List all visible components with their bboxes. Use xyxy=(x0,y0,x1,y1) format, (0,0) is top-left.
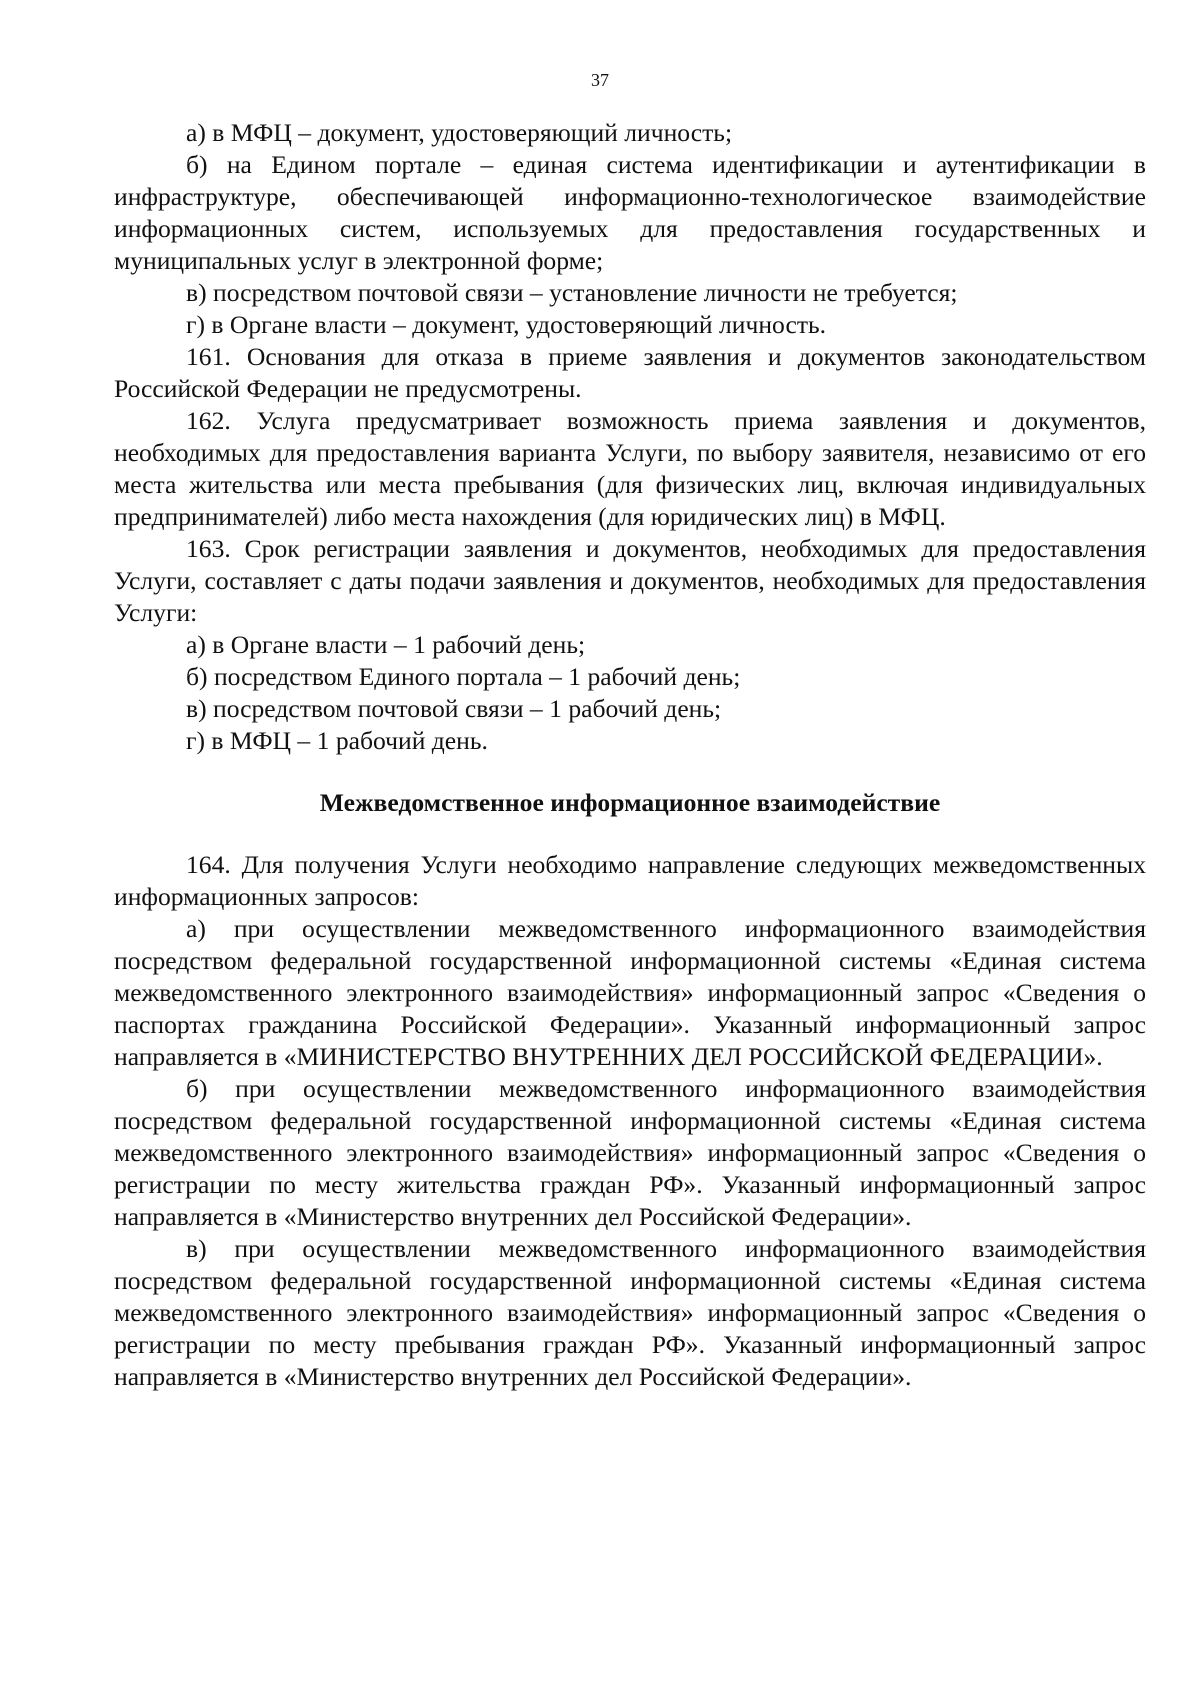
paragraph-deadline-portal: б) посредством Единого портала – 1 рабочий день; xyxy=(186,662,741,691)
paragraph-identity-post: в) посредством почтовой связи – установление личности не требуется; xyxy=(186,278,958,307)
paragraph-deadline-mfc: г) в МФЦ – 1 рабочий день. xyxy=(186,726,488,755)
paragraph-request-residence: б) при осуществлении межведомственного информационного взаимодействия посредством федеральной государственной информационной системы «Единая система межведомственного электронного взаимодействия» информационный запрос «Сведения о регистрации по месту жительства граждан РФ». Указанный информационный запрос направляется в «Министерство внутренних дел Российской Федерации». xyxy=(114,1074,1146,1231)
paragraph-deadline-post: в) посредством почтовой связи – 1 рабочий день; xyxy=(186,694,722,723)
document-body xyxy=(114,117,1146,1393)
page-number: 37 xyxy=(591,70,609,90)
paragraph-request-stay: в) при осуществлении межведомственного информационного взаимодействия посредством федеральной государственной информационной системы «Единая система межведомственного электронного взаимодействия» информационный запрос «Сведения о регистрации по месту пребывания граждан РФ». Указанный информационный запрос направляется в «Министерство внутренних дел Российской Федерации». xyxy=(114,1234,1146,1391)
paragraph-identity-mfc: а) в МФЦ – документ, удостоверяющий личность; xyxy=(186,118,733,147)
paragraph-deadline-authority: а) в Органе власти – 1 рабочий день; xyxy=(186,630,586,659)
paragraph-identity-authority: г) в Органе власти – документ, удостоверяющий личность. xyxy=(186,310,827,339)
section-heading: Межведомственное информационное взаимодействие xyxy=(319,788,941,817)
paragraph-164: 164. Для получения Услуги необходимо направление следующих межведомственных информационных запросов: xyxy=(114,850,1146,911)
paragraph-162: 162. Услуга предусматривает возможность приема заявления и документов, необходимых для предоставления варианта Услуги, по выбору заявителя, независимо от его места жительства или места пребывания (для физических лиц, включая индивидуальных предпринимателей) либо места нахождения (для юридических лиц) в МФЦ. xyxy=(114,406,1146,531)
paragraph-request-passport: а) при осуществлении межведомственного информационного взаимодействия посредством федеральной государственной информационной системы «Единая система межведомственного электронного взаимодействия» информационный запрос «Сведения о паспортах гражданина Российской Федерации». Указанный информационный запрос направляется в «МИНИСТЕРСТВО ВНУТРЕННИХ ДЕЛ РОССИЙСКОЙ ФЕДЕРАЦИИ». xyxy=(114,914,1146,1071)
paragraph-161: 161. Основания для отказа в приеме заявления и документов законодательством Российской Федерации не предусмотрены. xyxy=(114,342,1146,403)
paragraph-identity-portal: б) на Едином портале – единая система идентификации и аутентификации в инфраструктуре, обеспечивающей информационно-технологическое взаимодействие информационных систем, используемых для предоставления государственных и муниципальных услуг в электронной форме; xyxy=(114,150,1146,275)
paragraph-163: 163. Срок регистрации заявления и документов, необходимых для предоставления Услуги, составляет с даты подачи заявления и документов, необходимых для предоставления Услуги: xyxy=(114,534,1146,627)
